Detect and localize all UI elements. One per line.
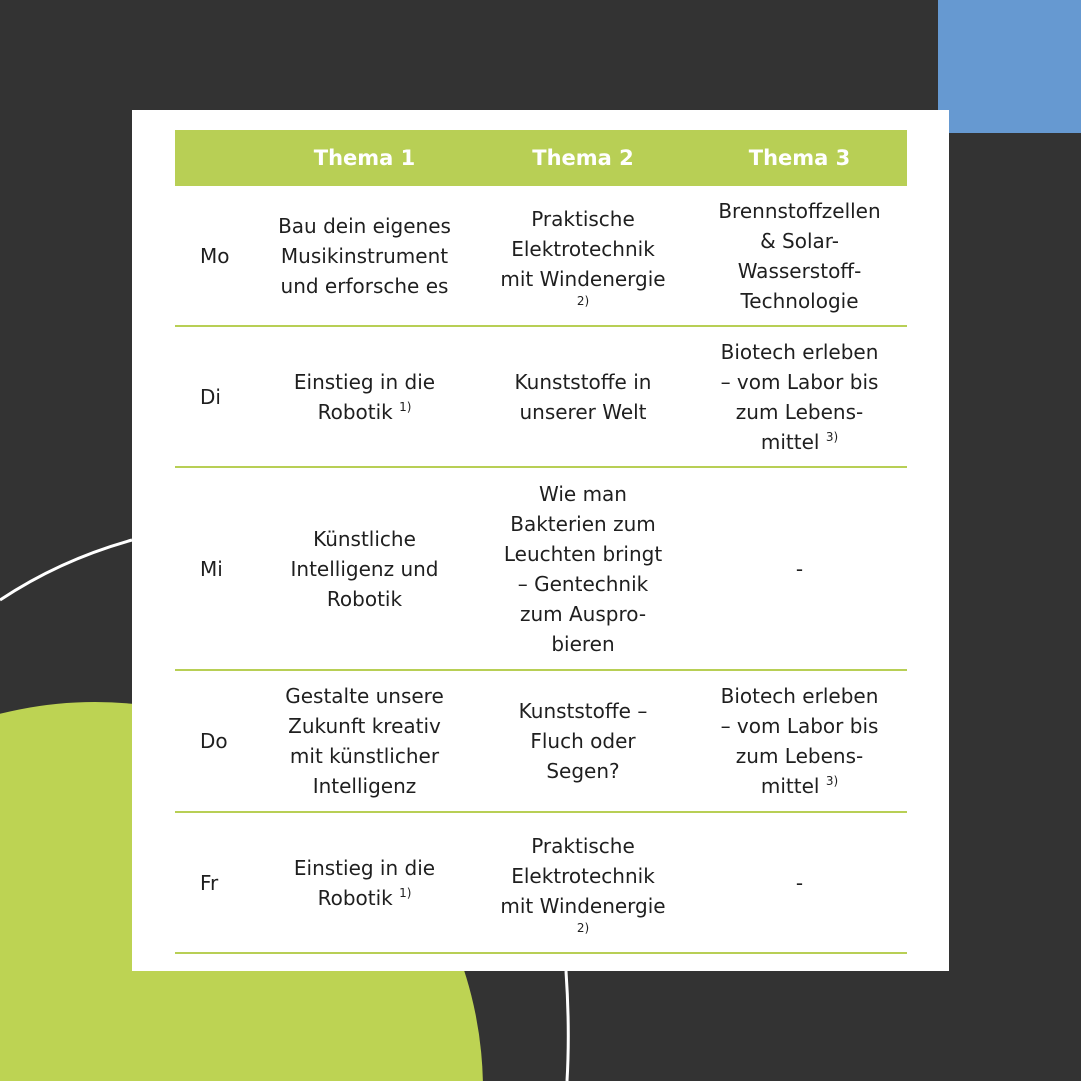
cell-line-text: Praktische — [531, 833, 635, 858]
cell-line — [261, 367, 468, 397]
cell-line — [698, 256, 901, 286]
cell-line — [480, 509, 686, 539]
cell-line-text: Einstieg in die — [293, 855, 436, 880]
cell-line-text: und erforsche es — [280, 273, 449, 298]
thema-3-cell — [692, 326, 907, 467]
cell-text — [480, 696, 686, 786]
cell-line-text: Brennstoffzellen — [718, 198, 881, 223]
cell-line — [261, 271, 468, 301]
cell-line — [480, 599, 686, 629]
cell-line — [480, 891, 686, 921]
cell-line-text: zum Auspro- — [519, 601, 647, 626]
footnote-marker: 2) — [576, 293, 590, 308]
cell-line — [261, 771, 468, 801]
cell-line-text: Technologie — [740, 288, 859, 313]
cell-line — [480, 234, 686, 264]
thema-3-cell — [692, 812, 907, 953]
cell-text — [261, 681, 468, 801]
cell-line — [698, 771, 901, 801]
cell-text — [698, 337, 901, 457]
cell-line — [698, 337, 901, 367]
day-cell: Mi — [175, 467, 255, 670]
day-cell: Fr — [175, 812, 255, 953]
white-arc-left-decoration — [0, 540, 132, 600]
cell-line-text: mit künstlicher — [289, 744, 440, 768]
cell-line-text: Leuchten bringt — [503, 541, 663, 566]
cell-line — [480, 397, 686, 427]
thema-2-cell — [474, 670, 692, 812]
cell-line — [480, 756, 686, 786]
cell-line-text: zum Lebens- — [735, 744, 864, 768]
header-thema-3: Thema 3 — [692, 130, 907, 186]
cell-text — [698, 196, 901, 316]
cell-line-text: Bakterien zum — [510, 511, 656, 536]
thema-1-cell — [255, 326, 474, 467]
cell-line — [698, 286, 901, 316]
header-thema-1: Thema 1 — [255, 130, 474, 186]
white-arc-bottom-decoration — [566, 971, 568, 1081]
cell-line-text: Wasserstoff- — [737, 258, 862, 283]
cell-line — [261, 211, 468, 241]
cell-line-text: Elektrotechnik — [511, 863, 655, 888]
cell-line — [480, 569, 686, 599]
footnote-marker: 1) — [399, 399, 412, 414]
cell-line — [698, 367, 901, 397]
cell-line-text: Elektrotechnik — [511, 236, 655, 261]
cell-line-text: – vom Labor bis — [720, 369, 879, 394]
cell-line — [261, 681, 468, 711]
thema-1-cell — [255, 186, 474, 326]
cell-line-text: Robotik — [326, 586, 403, 611]
cell-line-text: mittel — [760, 774, 820, 798]
cell-line — [698, 741, 901, 771]
thema-3-cell — [692, 670, 907, 812]
cell-line — [261, 397, 468, 427]
schedule-table — [175, 130, 907, 954]
thema-2-cell — [474, 186, 692, 326]
cell-line-text: mit Windenergie — [500, 893, 666, 918]
cell-line-text: zum Lebens- — [735, 399, 864, 424]
cell-line-text: Musikinstrument — [280, 243, 449, 268]
cell-line-text: mit Windenergie — [500, 266, 666, 291]
table-row — [175, 670, 907, 812]
thema-2-cell — [474, 326, 692, 467]
footnote-marker: 3) — [825, 774, 839, 788]
cell-line — [698, 226, 901, 256]
cell-line — [261, 241, 468, 271]
cell-line-text: Einstieg in die — [293, 369, 436, 394]
cell-line-text: unserer Welt — [519, 399, 647, 424]
cell-line-text: Praktische — [531, 206, 635, 231]
cell-line-text: - — [795, 870, 804, 895]
cell-line-text: Kunststoffe – — [518, 699, 648, 723]
thema-1-cell — [255, 467, 474, 670]
day-cell: Mo — [175, 186, 255, 326]
cell-line-text: – Gentechnik — [517, 571, 649, 596]
schedule-card — [132, 110, 949, 971]
thema-1-cell — [255, 812, 474, 953]
cell-line-text: mittel — [760, 429, 820, 454]
cell-line-text: Biotech erleben — [720, 339, 879, 364]
cell-line — [698, 711, 901, 741]
table-row — [175, 467, 907, 670]
cell-line-text: - — [795, 556, 804, 581]
cell-line-text: Segen? — [546, 759, 620, 783]
table-row — [175, 326, 907, 467]
cell-line-text: Robotik — [317, 885, 393, 910]
thema-3-cell — [692, 186, 907, 326]
table-row — [175, 186, 907, 326]
table-row — [175, 812, 907, 953]
blue-square-decoration — [938, 0, 1081, 133]
header-thema-2: Thema 2 — [474, 130, 692, 186]
cell-line — [480, 861, 686, 891]
cell-text — [698, 681, 901, 801]
cell-line-text: Gestalte unsere — [285, 684, 444, 708]
cell-line-text: bieren — [551, 631, 615, 656]
cell-line — [480, 479, 686, 509]
thema-2-cell — [474, 467, 692, 670]
header-row — [175, 130, 907, 186]
cell-line — [261, 853, 468, 883]
cell-line-text: Zukunft kreativ — [288, 714, 441, 738]
footnote-marker: 3) — [825, 429, 839, 444]
footnote-marker: 1) — [399, 885, 412, 900]
cell-line-text: Bau dein eigenes — [278, 213, 451, 238]
cell-line — [261, 554, 468, 584]
cell-line — [698, 868, 901, 898]
cell-text — [480, 367, 686, 427]
cell-text — [480, 479, 686, 659]
cell-line — [261, 524, 468, 554]
cell-line — [261, 711, 468, 741]
cell-line-text: – vom Labor bis — [720, 714, 879, 738]
cell-text — [261, 367, 468, 427]
cell-line — [698, 397, 901, 427]
cell-line — [261, 584, 468, 614]
cell-text — [261, 853, 468, 913]
cell-text — [480, 204, 686, 308]
cell-line-text: & Solar- — [760, 228, 839, 253]
cell-text — [480, 831, 686, 935]
cell-line-text: Biotech erleben — [720, 684, 879, 708]
cell-line — [480, 264, 686, 294]
cell-text — [698, 554, 901, 584]
cell-line — [480, 629, 686, 659]
thema-2-cell — [474, 812, 692, 953]
cell-line — [261, 883, 468, 913]
cell-line — [480, 726, 686, 756]
cell-line-text: Wie man — [539, 481, 627, 506]
header-day — [175, 130, 255, 186]
cell-line — [480, 539, 686, 569]
footnote-marker: 2) — [576, 920, 590, 935]
cell-line-text: Kunststoffe in — [514, 369, 652, 394]
cell-text — [261, 524, 468, 614]
cell-line-text: Fluch oder — [530, 729, 636, 753]
cell-line-text: Künstliche — [313, 526, 416, 551]
day-cell: Do — [175, 670, 255, 812]
cell-line-text: Robotik — [317, 399, 393, 424]
cell-line — [480, 696, 686, 726]
cell-line — [480, 831, 686, 861]
day-cell: Di — [175, 326, 255, 467]
cell-line-text: Intelligenz — [312, 774, 417, 798]
cell-line — [261, 741, 468, 771]
thema-1-cell — [255, 670, 474, 812]
cell-line — [480, 204, 686, 234]
cell-line — [698, 681, 901, 711]
cell-line — [698, 196, 901, 226]
cell-text — [261, 211, 468, 301]
cell-line — [698, 554, 901, 584]
cell-line-text: Intelligenz und — [290, 556, 439, 581]
cell-text — [698, 868, 901, 898]
cell-line — [480, 367, 686, 397]
cell-line — [698, 427, 901, 457]
thema-3-cell — [692, 467, 907, 670]
